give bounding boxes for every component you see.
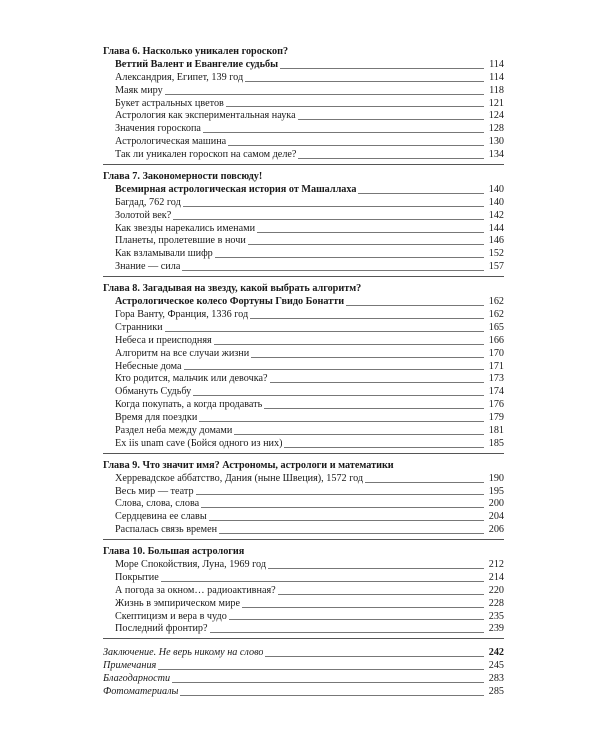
leader-line — [264, 408, 484, 409]
toc-entry[interactable] — [103, 438, 504, 451]
entry-title: Небесные дома — [115, 360, 182, 372]
page-number: 162 — [488, 296, 504, 308]
leader-line — [210, 632, 484, 633]
chapter-title[interactable]: Глава 10. Большая астрология — [103, 546, 245, 558]
entry-title: Алгоритм на все случаи жизни — [115, 347, 250, 359]
toc-entry[interactable] — [103, 322, 504, 335]
leader-line — [268, 568, 484, 569]
toc-entry[interactable] — [103, 210, 504, 223]
entry-title: Кто родится, мальчик или девочка? — [115, 373, 268, 385]
toc-entry[interactable] — [103, 348, 504, 361]
leader-line — [251, 357, 484, 358]
back-matter-entry[interactable] — [103, 673, 504, 686]
entry-title: Букет астральных цветов — [115, 97, 224, 109]
page-number: 176 — [488, 399, 504, 411]
page-number: 204 — [488, 511, 504, 523]
entry-title: Гора Ванту, Франция, 1336 год — [115, 308, 249, 320]
entry-title: Всемирная астрологическая история от Машаллаха — [115, 183, 357, 195]
entry-title: Херревадское аббатство, Дания (ныне Швеция), 1572 год — [115, 472, 364, 484]
toc-entry[interactable] — [103, 110, 504, 123]
entry-title: Море Спокойствия, Луна, 1969 год — [115, 559, 267, 571]
section-heading-entry[interactable] — [103, 296, 504, 309]
leader-line — [214, 344, 484, 345]
entry-title: Весь мир — театр — [115, 485, 194, 497]
entry-title: Золотой век? — [115, 209, 172, 221]
entry-title: Сердцевина ее славы — [115, 511, 207, 523]
toc-entry[interactable] — [103, 223, 504, 236]
toc-entry[interactable] — [103, 236, 504, 249]
page-number: 239 — [488, 623, 504, 635]
entry-title: Значения гороскопа — [115, 123, 201, 135]
toc-entry[interactable] — [103, 585, 504, 598]
page-number: 214 — [488, 571, 504, 583]
chapter-title[interactable]: Глава 8. Загадывая на звезду, какой выбрать алгоритм? — [103, 283, 362, 295]
leader-line — [158, 669, 484, 670]
leader-line — [228, 145, 484, 146]
leader-line — [365, 482, 484, 483]
leader-line — [219, 533, 484, 534]
page-number: 228 — [488, 597, 504, 609]
entry-title: Время для поездки — [115, 412, 198, 424]
leader-line — [284, 447, 484, 448]
page-number: 162 — [488, 308, 504, 320]
entry-title: Знание — сила — [115, 261, 181, 273]
toc-entry[interactable] — [103, 248, 504, 261]
page-number: 114 — [489, 58, 504, 70]
entry-title: Благодарности — [103, 673, 171, 685]
leader-line — [199, 421, 484, 422]
page-number: 140 — [488, 183, 504, 195]
toc-entry[interactable] — [103, 524, 504, 537]
page-number: 170 — [488, 347, 504, 359]
leader-line — [226, 106, 484, 107]
chapter-block — [103, 460, 504, 540]
leader-line — [234, 434, 484, 435]
page-number: 165 — [488, 321, 504, 333]
entry-title: Астрологическая машина — [115, 136, 227, 148]
entry-title: Последний фронтир? — [115, 623, 208, 635]
page-number: 220 — [488, 584, 504, 596]
page-number: 185 — [488, 437, 504, 449]
entry-title: Астрологическое колесо Фортуны Гвидо Бонатти — [115, 296, 345, 308]
page-number: 174 — [488, 386, 504, 398]
chapter-block — [103, 283, 504, 454]
back-matter-entry[interactable] — [103, 647, 504, 660]
leader-line — [165, 94, 484, 95]
entry-title: А погода за окном… радиоактивная? — [115, 584, 276, 596]
page-number: 190 — [488, 472, 504, 484]
section-heading-entry[interactable] — [103, 59, 504, 72]
leader-line — [250, 318, 484, 319]
leader-line — [165, 331, 484, 332]
entry-title: Багдад, 762 год — [115, 196, 181, 208]
toc-entry[interactable] — [103, 361, 504, 374]
leader-line — [280, 68, 484, 69]
leader-line — [183, 206, 484, 207]
page-number: 144 — [488, 222, 504, 234]
entry-title: Скептицизм и вера в чудо — [115, 610, 227, 622]
toc-entry[interactable] — [103, 373, 504, 386]
leader-line — [242, 607, 484, 608]
leader-line — [257, 232, 484, 233]
leader-line — [215, 257, 484, 258]
entry-title: Заключение. Не верь никому на слово — [103, 647, 264, 659]
leader-line — [196, 494, 484, 495]
entry-title: Астрология как экспериментальная наука — [115, 110, 296, 122]
entry-title: Маяк миру — [115, 84, 163, 96]
leader-line — [270, 382, 484, 383]
toc-entry[interactable] — [103, 399, 504, 412]
entry-title: Ex iis unam cave (Бойся одного из них) — [115, 437, 283, 449]
page-number: 283 — [488, 673, 504, 685]
leader-line — [298, 158, 484, 159]
page-number: 142 — [488, 209, 504, 221]
toc-entry[interactable] — [103, 149, 504, 162]
entry-title: Обмануть Судьбу — [115, 386, 192, 398]
toc-entry[interactable] — [103, 123, 504, 136]
chapter-title[interactable]: Глава 6. Насколько уникален гороскоп? — [103, 46, 289, 57]
leader-line — [358, 193, 484, 194]
toc-entry[interactable] — [103, 559, 504, 572]
chapter-block — [103, 46, 504, 165]
entry-title: Слова, слова, слова — [115, 498, 200, 510]
table-of-contents — [103, 46, 504, 699]
page-number: 173 — [488, 373, 504, 385]
page-number: 124 — [488, 110, 504, 122]
entry-title: Веттий Валент и Евангелие судьбы — [115, 58, 279, 70]
page-number: 121 — [488, 97, 504, 109]
chapter-title[interactable]: Глава 7. Закономерности повсюду! — [103, 171, 263, 183]
toc-entry[interactable] — [103, 261, 504, 274]
toc-entry[interactable] — [103, 511, 504, 524]
back-matter — [103, 647, 504, 699]
leader-line — [278, 594, 484, 595]
page-number: 245 — [488, 660, 504, 672]
entry-title: Александрия, Египет, 139 год — [115, 71, 244, 83]
entry-title: Как взламывали шифр — [115, 248, 213, 260]
leader-line — [201, 507, 484, 508]
entry-title: Так ли уникален гороскоп на самом деле? — [115, 149, 297, 161]
toc-entry[interactable] — [103, 85, 504, 98]
entry-title: Распалась связь времен — [115, 524, 218, 536]
toc-entry[interactable] — [103, 412, 504, 425]
page-number: 128 — [488, 123, 504, 135]
page-number: 242 — [488, 647, 504, 659]
toc-entry[interactable] — [103, 598, 504, 611]
leader-line — [298, 119, 484, 120]
leader-line — [229, 619, 484, 620]
entry-title: Покрытие — [115, 571, 159, 583]
leader-line — [203, 132, 484, 133]
toc-entry[interactable] — [103, 309, 504, 322]
entry-title: Странники — [115, 321, 163, 333]
chapter-block — [103, 546, 504, 639]
page-number: 157 — [488, 261, 504, 273]
page-number: 285 — [488, 686, 504, 698]
page-number: 206 — [488, 524, 504, 536]
page-number: 140 — [488, 196, 504, 208]
back-matter-entry[interactable] — [103, 660, 504, 673]
entry-title: Фотоматериалы — [103, 686, 179, 698]
leader-line — [245, 81, 484, 82]
page-number: 146 — [488, 235, 504, 247]
page-number: 235 — [488, 610, 504, 622]
chapter-title[interactable]: Глава 9. Что значит имя? Астрономы, астрологи и математики — [103, 459, 394, 471]
toc-entry[interactable] — [103, 98, 504, 111]
back-matter-entry[interactable] — [103, 686, 504, 699]
leader-line — [265, 656, 484, 657]
leader-line — [193, 395, 484, 396]
leader-line — [180, 695, 484, 696]
toc-entry[interactable] — [103, 386, 504, 399]
toc-entry[interactable] — [103, 473, 504, 486]
toc-entry[interactable] — [103, 486, 504, 499]
toc-entry[interactable] — [103, 611, 504, 624]
page-number: 200 — [488, 498, 504, 510]
leader-line — [173, 219, 484, 220]
page-number: 179 — [488, 412, 504, 424]
page-number: 181 — [488, 424, 504, 436]
toc-entry[interactable] — [103, 498, 504, 511]
page-number: 171 — [488, 360, 504, 372]
toc-entry[interactable] — [103, 197, 504, 210]
leader-line — [209, 520, 484, 521]
page-number: 130 — [488, 136, 504, 148]
toc-entry[interactable] — [103, 136, 504, 149]
toc-entry[interactable] — [103, 623, 504, 636]
leader-line — [346, 305, 484, 306]
page-number: 114 — [489, 71, 504, 83]
leader-line — [184, 369, 484, 370]
entry-title: Примечания — [103, 660, 157, 672]
leader-line — [161, 581, 484, 582]
toc-entry[interactable] — [103, 572, 504, 585]
entry-title: Раздел неба между домами — [115, 424, 233, 436]
leader-line — [182, 270, 484, 271]
section-heading-entry[interactable] — [103, 184, 504, 197]
toc-entry[interactable] — [103, 335, 504, 348]
entry-title: Жизнь в эмпирическом мире — [115, 597, 241, 609]
page-number: 134 — [488, 149, 504, 161]
leader-line — [172, 682, 484, 683]
page-number: 166 — [488, 334, 504, 346]
page-number: 195 — [488, 485, 504, 497]
page-number: 212 — [488, 559, 504, 571]
entry-title: Как звезды нарекались именами — [115, 222, 256, 234]
chapter-block — [103, 171, 504, 277]
page-number: 152 — [488, 248, 504, 260]
entry-title: Когда покупать, а когда продавать — [115, 399, 263, 411]
leader-line — [248, 244, 484, 245]
toc-entry[interactable] — [103, 425, 504, 438]
entry-title: Планеты, пролетевшие в ночи — [115, 235, 246, 247]
page-number: 118 — [489, 84, 504, 96]
entry-title: Небеса и преисподняя — [115, 334, 212, 346]
toc-entry[interactable] — [103, 72, 504, 85]
